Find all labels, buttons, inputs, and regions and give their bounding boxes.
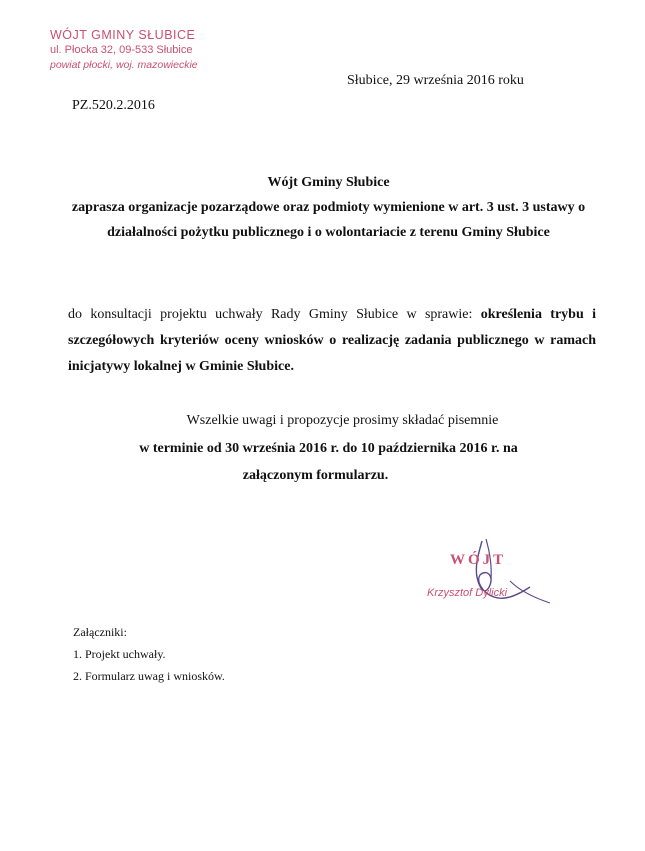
attachments-section <box>73 622 225 686</box>
remarks-line-3: załączonym formularzu. <box>242 468 389 483</box>
reference-number: PZ.520.2.2016 <box>72 98 155 113</box>
remarks-line-1: Wszelkie uwagi i propozycje prosimy składać pisemnie <box>186 413 499 428</box>
consultation-paragraph <box>68 302 596 380</box>
invitation-title: Wójt Gminy Słubice <box>267 175 390 190</box>
signature-title: WÓJT <box>450 552 507 568</box>
attachments-label: Załączniki: <box>73 625 127 639</box>
stamp-line-3: powiat płocki, woj. mazowieckie <box>50 59 198 71</box>
office-stamp <box>50 28 198 72</box>
consultation-intro: do konsultacji projektu uchwały Rady Gminy Słubice w sprawie: <box>68 307 481 322</box>
attachment-item: 1. Projekt uchwały. <box>73 647 166 661</box>
consultation-subject: określenia trybu i szczegółowych kryteriów oceny wniosków o realizację zadania publicznego w ramach inicjatywy lokalnej w Gminie Słubice. <box>68 307 596 374</box>
invitation-subtitle: zaprasza organizacje pozarządowe oraz podmioty wymienione w art. 3 ust. 3 ustawy o działalności pożytku publicznego i o wolontariacie z terenu Gminy Słubice <box>71 200 586 240</box>
signature-name: Krzysztof Dylicki <box>427 587 508 599</box>
signature-stamp <box>420 535 560 610</box>
stamp-line-1: WÓJT GMINY SŁUBICE <box>50 28 196 42</box>
stamp-line-2: ul. Płocka 32, 09-533 Słubice <box>50 44 193 56</box>
attachment-item: 2. Formularz uwag i wniosków. <box>73 669 225 683</box>
place-and-date: Słubice, 29 września 2016 roku <box>347 73 524 88</box>
remarks-line-2: w terminie od 30 września 2016 r. do 10 października 2016 r. na <box>139 441 518 456</box>
